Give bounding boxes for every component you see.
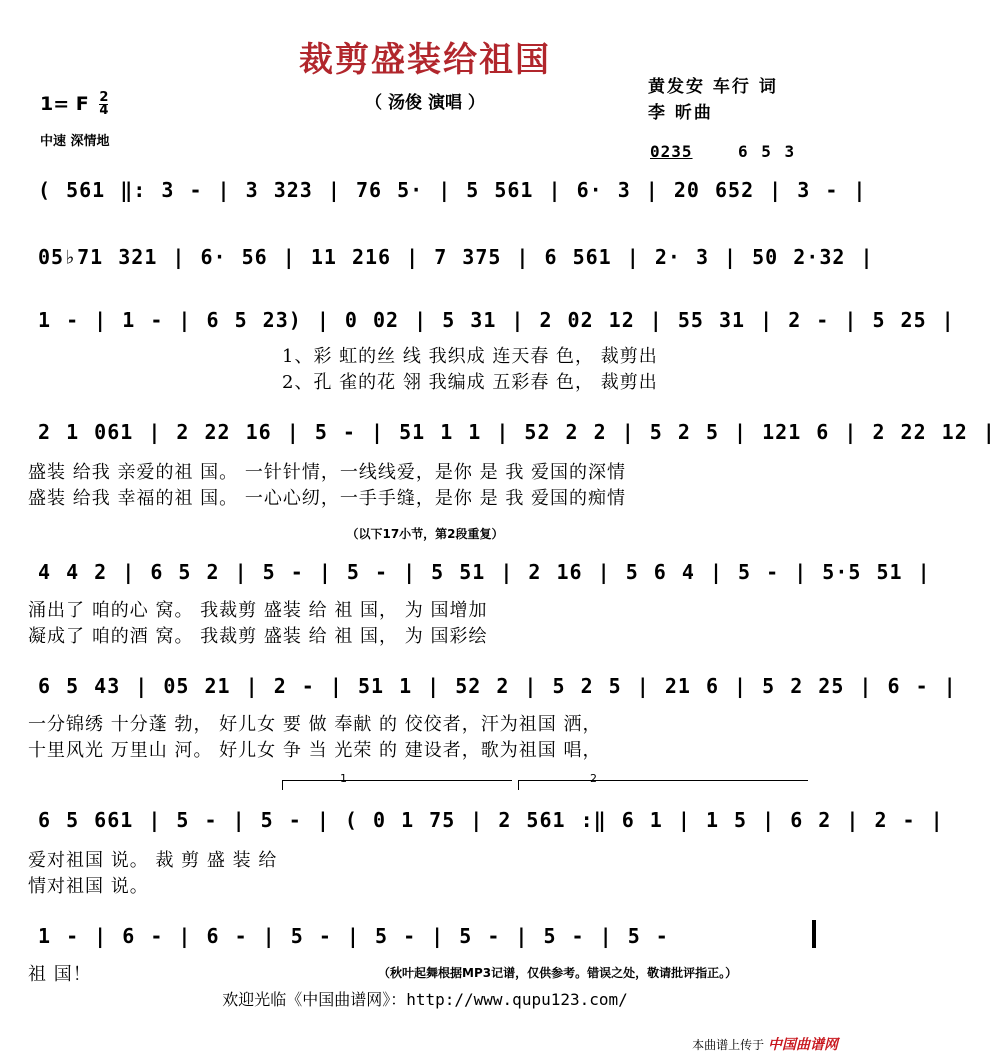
score-line-6: 6 5 43 | 05 21 | 2 - | 51 1 | 52 2 | 5 2 5 | 21 6 | 5 2 25 | 6 - | [38,674,957,698]
source-note: （秋叶起舞根据MP3记谱，仅供参考。错误之处，敬请批评指正。） [378,966,738,980]
upload-credit [692,1034,838,1054]
first-ending-bracket [282,780,512,781]
score-line-7: 6 5 661 | 5 - | 5 - | ( 0 1 75 | 2 561 :‖ 6 1 | 1 5 | 6 2 | 2 - | [38,808,944,832]
singer-credit: （ 汤俊 演唱 ） [365,93,485,113]
time-signature [99,92,108,117]
tempo-marking: 中速 深情地 [40,134,110,149]
site-footer: 欢迎光临《中国曲谱网》：http://www.qupu123.com/ [222,990,628,1009]
lyric-line-5-verse-2: 凝成了 咱的酒 窝。 我裁剪 盛装 给 祖 国， 为 国彩绘 [28,626,488,647]
score-line-2: 05♭71 321 | 6· 56 | 11 216 | 7 375 | 6 561 | 2· 3 | 50 2·32 | [38,245,874,269]
second-ending-tick [518,780,519,790]
pickup-notes-2: 6 5 3 [738,142,796,161]
lyric-line-6-verse-2: 十里风光 万里山 河。 好儿女 争 当 光荣 的 建设者，歌为祖国 唱， [28,740,602,761]
time-denominator: 4 [99,103,109,118]
score-line-1: ( 561 ‖: 3 - | 3 323 | 76 5· | 5 561 | 6· 3 | 20 652 | 3 - | [38,178,867,202]
score-line-4: 2 1 061 | 2 22 16 | 5 - | 51 1 1 | 52 2 2 | 5 2 5 | 121 6 | 2 22 12 | [38,420,996,444]
lyricist-credit: 黄发安 车行 词 [648,77,778,97]
first-ending-tick [282,780,283,790]
lyric-line-3-verse-1: 1、彩 虹的丝 线 我织成 连天春 色， 裁剪出 [282,346,658,367]
pickup-notes: 0235 [650,142,693,161]
key-signature [40,92,108,117]
page-title: 裁剪盛装给祖国 [299,40,551,80]
second-ending-number: 2 [590,772,597,785]
lyric-line-4-verse-1: 盛装 给我 亲爱的祖 国。 一针针情，一线线爱，是你 是 我 爱国的深情 [28,462,627,483]
lyric-line-8: 祖 国！ [28,964,92,985]
score-line-3: 1 - | 1 - | 6 5 23) | 0 02 | 5 31 | 2 02 12 | 55 31 | 2 - | 5 25 | [38,308,955,332]
lyric-line-7-verse-2: 情对祖国 说。 [28,876,149,897]
second-ending-bracket [518,780,808,781]
repeat-note: （以下17小节，第2段重复） [346,527,504,541]
lyric-line-4-verse-2: 盛装 给我 幸福的祖 国。 一心心纫，一手手缝，是你 是 我 爱国的痴情 [28,488,627,509]
score-line-5: 4 4 2 | 6 5 2 | 5 - | 5 - | 5 51 | 2 16 | 5 6 4 | 5 - | 5·5 51 | [38,560,931,584]
lyric-line-5-verse-1: 涌出了 咱的心 窝。 我裁剪 盛装 给 祖 国， 为 国增加 [28,600,488,621]
site-logo-text: 中国曲谱网 [768,1037,838,1053]
lyric-line-6-verse-1: 一分锦绣 十分蓬 勃， 好儿女 要 做 奉献 的 佼佼者，汗为祖国 洒， [28,714,602,735]
first-ending-number: 1 [340,772,347,785]
lyric-line-7-verse-1: 爱对祖国 说。 裁 剪 盛 装 给 [28,850,278,871]
composer-credit: 李 昕曲 [648,103,713,123]
lyric-line-3-verse-2: 2、孔 雀的花 翎 我编成 五彩春 色， 裁剪出 [282,372,658,393]
key-label: 1= F [40,93,89,115]
final-barline [812,920,816,948]
upload-label: 本曲谱上传于 [692,1038,765,1052]
time-numerator: 2 [99,90,109,105]
score-line-8: 1 - | 6 - | 6 - | 5 - | 5 - | 5 - | 5 - | 5 - [38,924,669,948]
